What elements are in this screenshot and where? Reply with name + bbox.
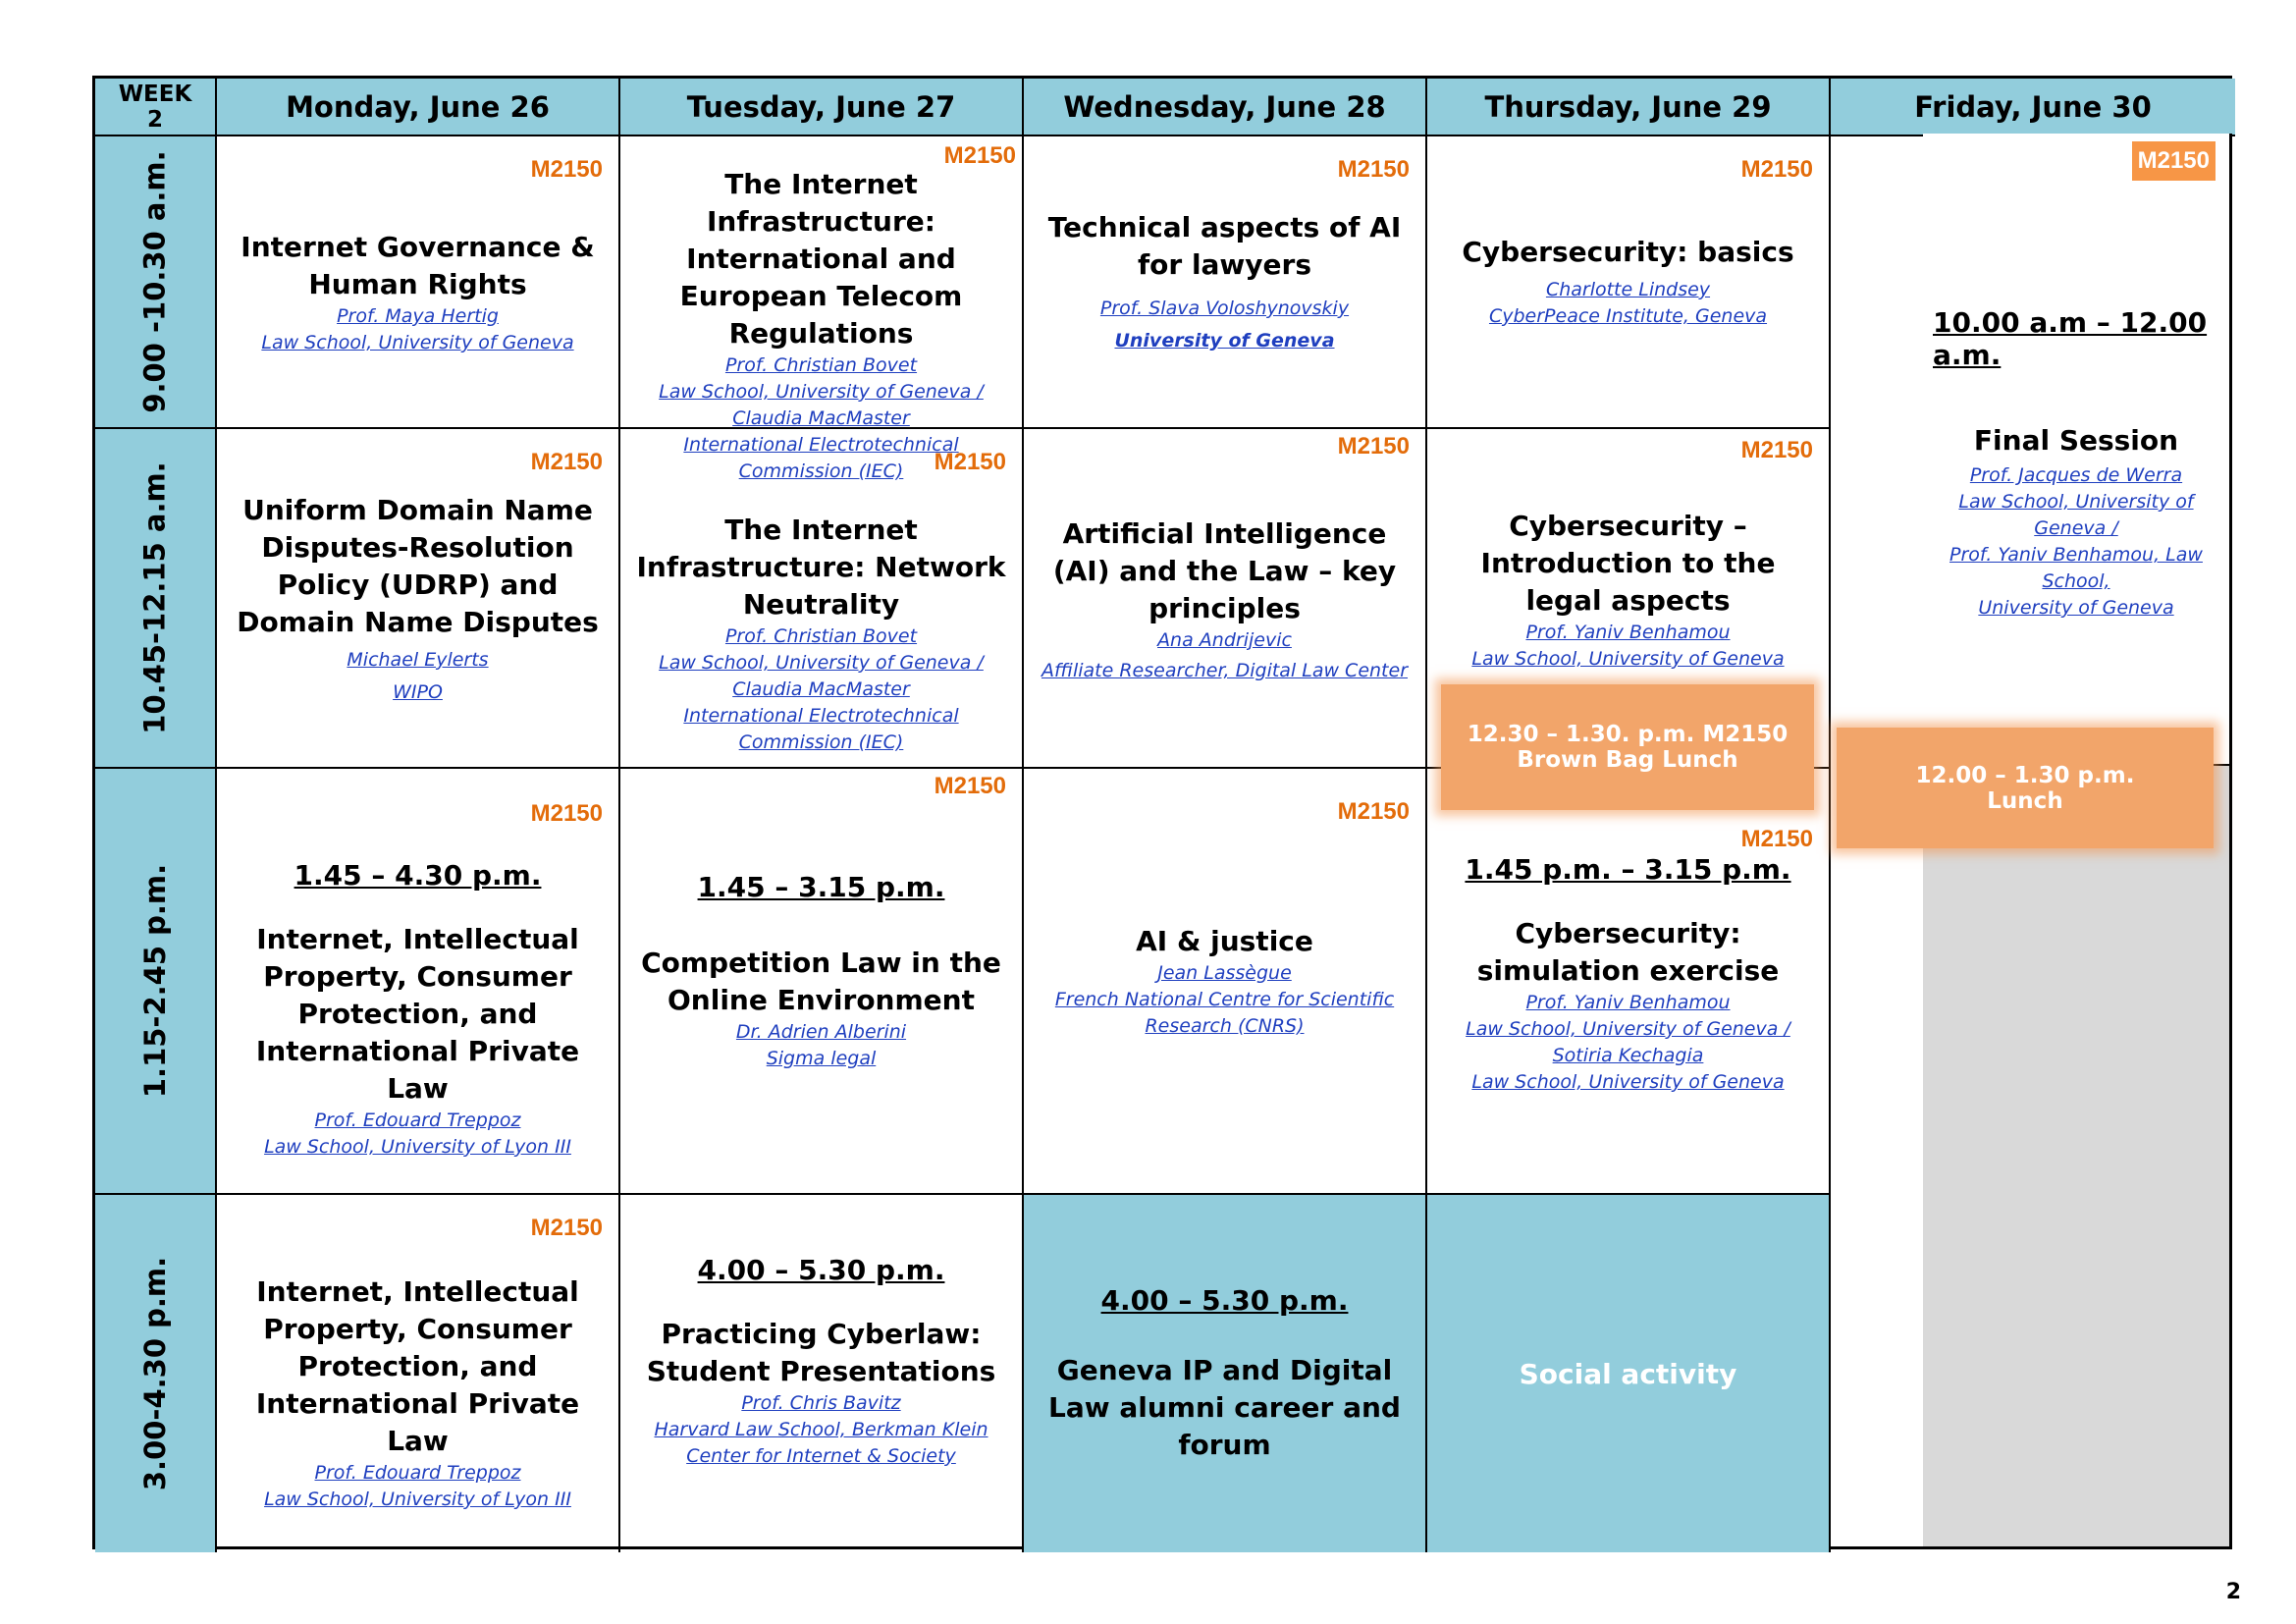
day-header-friday: Friday, June 30: [1831, 79, 2235, 136]
time-slot-4: 3.00-4.30 p.m.: [95, 1195, 217, 1552]
session-title: Competition Law in the Online Environment: [641, 947, 1001, 1016]
session-time: 1.45 – 4.30 p.m.: [294, 859, 542, 892]
session-mon-4: [217, 1195, 620, 1552]
session-thu-1: [1427, 136, 1831, 429]
affiliation-link[interactable]: Center for Internet & Society: [686, 1445, 956, 1467]
session-time: 4.00 – 5.30 p.m.: [697, 1254, 945, 1286]
affiliation-link[interactable]: French National Centre for Scientific: [1054, 988, 1395, 1010]
friday-free-afternoon: [1923, 766, 2229, 1546]
speaker-link[interactable]: Prof. Slava Voloshynovskiy: [1099, 298, 1350, 319]
affiliation-link[interactable]: Law School, University of Geneva /: [659, 381, 984, 403]
speaker-link[interactable]: Prof. Edouard Treppoz: [314, 1462, 521, 1484]
day-header-tuesday: Tuesday, June 27: [620, 79, 1024, 136]
page-number: 2: [2225, 1580, 2241, 1604]
lunch-label: Lunch: [1987, 787, 2063, 814]
session-title: Uniform Domain Name Disputes-Resolution Policy (UDRP) and Domain Name Disputes: [237, 494, 599, 638]
room-label: M2150: [1337, 798, 1410, 825]
time-slot-2: 10.45-12.15 a.m.: [95, 429, 217, 769]
session-time: 1.45 p.m. – 3.15 p.m.: [1465, 853, 1791, 886]
session-time: 10.00 a.m – 12.00 a.m.: [1933, 306, 2208, 371]
day-header-monday: Monday, June 26: [217, 79, 620, 136]
speaker-link[interactable]: Claudia MacMaster: [732, 678, 910, 700]
speaker-link[interactable]: Charlotte Lindsey: [1545, 279, 1711, 300]
day-header-thursday: Thursday, June 29: [1427, 79, 1831, 136]
session-title: Technical aspects of AI for lawyers: [1047, 211, 1402, 281]
speaker-link[interactable]: Prof. Jacques de Werra: [1969, 464, 2183, 486]
speaker-list: [1933, 462, 2219, 622]
room-label: M2150: [1740, 826, 1813, 852]
affiliation-link[interactable]: Sigma legal: [766, 1048, 877, 1069]
speaker-link[interactable]: Prof. Yaniv Benhamou: [1525, 992, 1731, 1013]
affiliation-link[interactable]: Law School, University of Geneva /: [659, 652, 984, 674]
affiliation-link[interactable]: International Electrotechnical: [683, 434, 959, 456]
lunch-time: 12.00 – 1.30 p.m.: [1915, 762, 2135, 788]
affiliation-link[interactable]: Law School, University of Geneva: [1471, 648, 1785, 670]
affiliation-link[interactable]: WIPO: [393, 681, 443, 703]
session-tue-3: [620, 769, 1024, 1195]
room-badge: M2150: [2132, 141, 2216, 181]
speaker-link[interactable]: Prof. Yaniv Benhamou: [1525, 622, 1731, 643]
session-mon-3: [217, 769, 620, 1195]
session-time: 4.00 – 5.30 p.m.: [1100, 1283, 1349, 1317]
room-label: M2150: [530, 449, 603, 475]
session-title: Final Session: [1973, 424, 2179, 457]
affiliation-link[interactable]: Commission (IEC): [738, 731, 904, 753]
session-title: Internet Governance & Human Rights: [240, 231, 595, 300]
week-label: WEEK 2: [95, 79, 217, 136]
speaker-link[interactable]: Prof. Yaniv Benhamou, Law School,: [1949, 544, 2203, 592]
session-title: The Internet Infrastructure: International and European Telecom Regulations: [679, 168, 963, 350]
session-thu-4: [1427, 1195, 1831, 1552]
lunch-label: Brown Bag Lunch: [1517, 747, 1738, 773]
room-label: M2150: [1337, 433, 1410, 460]
time-slot-3: 1.15-2.45 p.m.: [95, 769, 217, 1195]
speaker-link[interactable]: Michael Eylerts: [347, 649, 489, 671]
session-title: Cybersecurity – Introduction to the legal aspects: [1480, 510, 1776, 617]
session-wed-1: [1024, 136, 1427, 429]
affiliation-link[interactable]: Law School, University of Geneva /: [1958, 491, 2194, 539]
session-thu-3: [1427, 769, 1831, 1195]
session-tue-2: [620, 429, 1024, 769]
room-label: M2150: [943, 142, 1016, 169]
affiliation-link[interactable]: University of Geneva: [1978, 597, 2174, 619]
affiliation-link[interactable]: CyberPeace Institute, Geneva: [1488, 305, 1768, 327]
session-title: Practicing Cyberlaw: Student Presentations: [646, 1318, 996, 1387]
session-title: Cybersecurity: simulation exercise: [1476, 917, 1780, 987]
speaker-link[interactable]: Prof. Edouard Treppoz: [314, 1110, 521, 1131]
session-tue-4: [620, 1195, 1024, 1552]
session-fri-1: [1923, 134, 2229, 766]
room-label: M2150: [530, 800, 603, 827]
room-label: M2150: [530, 156, 603, 183]
affiliation-link[interactable]: Harvard Law School, Berkman Klein: [654, 1419, 988, 1440]
time-slot-1: 9.00 -10.30 a.m.: [95, 136, 217, 429]
affiliation-link[interactable]: Law School, University of Geneva: [1471, 1071, 1785, 1093]
speaker-link[interactable]: Sotiria Kechagia: [1552, 1045, 1704, 1066]
speaker-link[interactable]: Prof. Chris Bavitz: [741, 1392, 901, 1414]
social-activity-label: Social activity: [1519, 1357, 1737, 1390]
session-title: Geneva IP and Digital Law alumni career and forum: [1048, 1353, 1401, 1461]
room-label: M2150: [1740, 156, 1813, 183]
session-mon-1: [217, 136, 620, 429]
day-header-wednesday: Wednesday, June 28: [1024, 79, 1427, 136]
session-title: Artificial Intelligence (AI) and the Law – key principles: [1052, 517, 1397, 624]
session-title: Internet, Intellectual Property, Consumer Protection, and International Private Law: [255, 1275, 580, 1457]
session-time: 1.45 – 3.15 p.m.: [697, 871, 945, 903]
speaker-link[interactable]: Dr. Adrien Alberini: [735, 1021, 907, 1043]
room-label: M2150: [934, 449, 1006, 475]
lunch-box-thursday: [1441, 684, 1814, 810]
lunch-box-friday: [1837, 728, 2214, 848]
speaker-link[interactable]: Prof. Maya Hertig: [337, 305, 499, 327]
room-label: M2150: [1337, 156, 1410, 183]
session-tue-1: [620, 136, 1024, 482]
affiliation-link[interactable]: Law School, University of Geneva: [261, 332, 574, 353]
session-wed-3: [1024, 769, 1427, 1195]
session-mon-2: [217, 429, 620, 769]
session-title: Cybersecurity: basics: [1462, 236, 1794, 268]
affiliation-link[interactable]: Law School, University of Lyon III: [264, 1136, 571, 1158]
session-wed-2: [1024, 429, 1427, 769]
lunch-time: 12.30 – 1.30. p.m. M2150: [1467, 722, 1789, 747]
room-label: M2150: [1740, 437, 1813, 463]
affiliation-link[interactable]: International Electrotechnical: [683, 705, 959, 727]
affiliation-link[interactable]: Commission (IEC): [738, 460, 904, 482]
speaker-link[interactable]: Jean Lassègue: [1157, 961, 1292, 984]
affiliation-link[interactable]: University of Geneva: [1114, 330, 1335, 352]
room-label: M2150: [934, 773, 1006, 799]
affiliation-link[interactable]: Research (CNRS): [1145, 1014, 1305, 1037]
room-label: M2150: [530, 1215, 603, 1241]
speaker-link[interactable]: Ana Andrijevic: [1157, 629, 1292, 651]
session-title: AI & justice: [1136, 924, 1313, 957]
session-wed-4: [1024, 1195, 1427, 1552]
speaker-link[interactable]: Prof. Christian Bovet: [724, 354, 918, 376]
speaker-link[interactable]: Claudia MacMaster: [732, 407, 910, 429]
session-title: Internet, Intellectual Property, Consumer Protection, and International Private Law: [255, 923, 580, 1105]
affiliation-link[interactable]: Affiliate Researcher, Digital Law Center: [1041, 660, 1409, 681]
session-title: The Internet Infrastructure: Network Neutrality: [636, 514, 1006, 621]
speaker-link[interactable]: Prof. Christian Bovet: [724, 625, 918, 647]
affiliation-link[interactable]: Law School, University of Lyon III: [264, 1489, 571, 1510]
affiliation-link[interactable]: Law School, University of Geneva /: [1466, 1018, 1790, 1040]
